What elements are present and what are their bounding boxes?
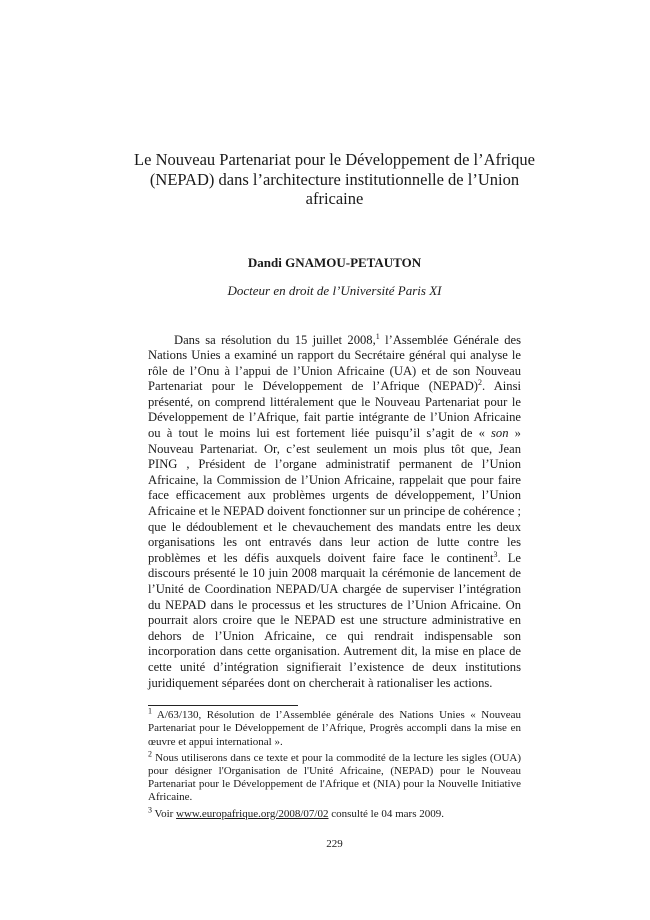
footnote-ref[interactable]: 1 (375, 331, 380, 341)
text: . Ainsi présenté, on comprend littéralement que le Nouveau Partenariat pour le Développement de l’Afrique, fait partie intégrante de l’Union Africaine ou à tout le moins lui est fortement liée puisqu’il s’agit de « (148, 379, 521, 441)
footnote-2 (148, 749, 521, 805)
footnote-3 (148, 804, 521, 821)
page-number: 229 (326, 837, 343, 850)
text: l’Assemblée Générale des Nations Unies a examiné un rapport du Secrétaire général qui analyse le rôle de l’Onu à l’appui de l’Union Africaine (UA) et de son Nouveau Partenariat pour le Développement de l’Afrique (NEPAD) (148, 332, 521, 394)
footnote-divider (148, 705, 298, 706)
text: . Le discours présenté le 10 juin 2008 marquait la cérémonie de lancement de l’Unité de Coordination NEPAD/UA chargée de superviser l’intégration du NEPAD dans le processus et les structures de l’Union Africaine. On pourrait alors croire que le NEPAD est une structure administrative en dehors de l’Union Africaine, ce qui rendrait indispensable son incorporation dans cette organisation. Autrement dit, la mise en place de cette unité d’intégration signifierait l’existence de deux institutions juridiquement séparées dont on chercherait à rationaliser les actions. (148, 550, 521, 690)
footnote-link[interactable]: www.europafrique.org/2008/07/02 (176, 807, 329, 820)
body-paragraph (148, 333, 521, 692)
footnote-text: consulté le 04 mars 2009. (328, 807, 444, 820)
footnote-ref[interactable]: 3 (493, 549, 498, 559)
footnote-number: 1 (148, 706, 152, 716)
footnote-1 (148, 706, 521, 749)
text: Dans sa résolution du 15 juillet 2008, (174, 332, 376, 347)
footnote-text: A/63/130, Résolution de l’Assemblée générale des Nations Unies « Nouveau Partenariat pour le Développement de l’Afrique, Progrès accompli dans la mise en œuvre et appui international ». (148, 709, 521, 748)
footnote-number: 3 (148, 804, 152, 814)
footnote-text: Nous utiliserons dans ce texte et pour la commodité de la lecture les sigles (OUA) pour désigner l'Organisation de l'Unité Africaine, (NEPAD) pour le Nouveau Partenariat pour le Développement de l'Afrique et (NIA) pour la Nouvelle Initiative Africaine. (148, 751, 521, 804)
author-name: Dandi GNAMOU-PETAUTON (247, 254, 422, 270)
footnote-ref[interactable]: 2 (477, 378, 482, 388)
author-affiliation: Docteur en droit de l’Université Paris XI (227, 282, 442, 298)
footnote-text: Voir (152, 807, 177, 820)
text: » Nouveau Partenariat. Or, c’est seulement un mois plus tôt que, Jean PING , Président de l’organe administratif permanent de l’Union Africaine, la Commission de l’Union Africaine, rappelait que pour faire face efficacement aux problèmes urgents de développement, l’Union Africaine et le NEPAD doivent fonctionner sur un principe de cohérence ; que le dédoublement et le chevauchement des mandats entre les deux organisations les ont entravés dans leur action de lutte contre les problèmes et les défis auxquels doivent faire face le continent (148, 426, 521, 565)
article-title: Le Nouveau Partenariat pour le Développement de l’Afrique (NEPAD) dans l’architecture institutionnelle de l’Union africaine (134, 150, 535, 208)
emphasis: son (491, 426, 509, 441)
footnote-number: 2 (148, 749, 152, 759)
